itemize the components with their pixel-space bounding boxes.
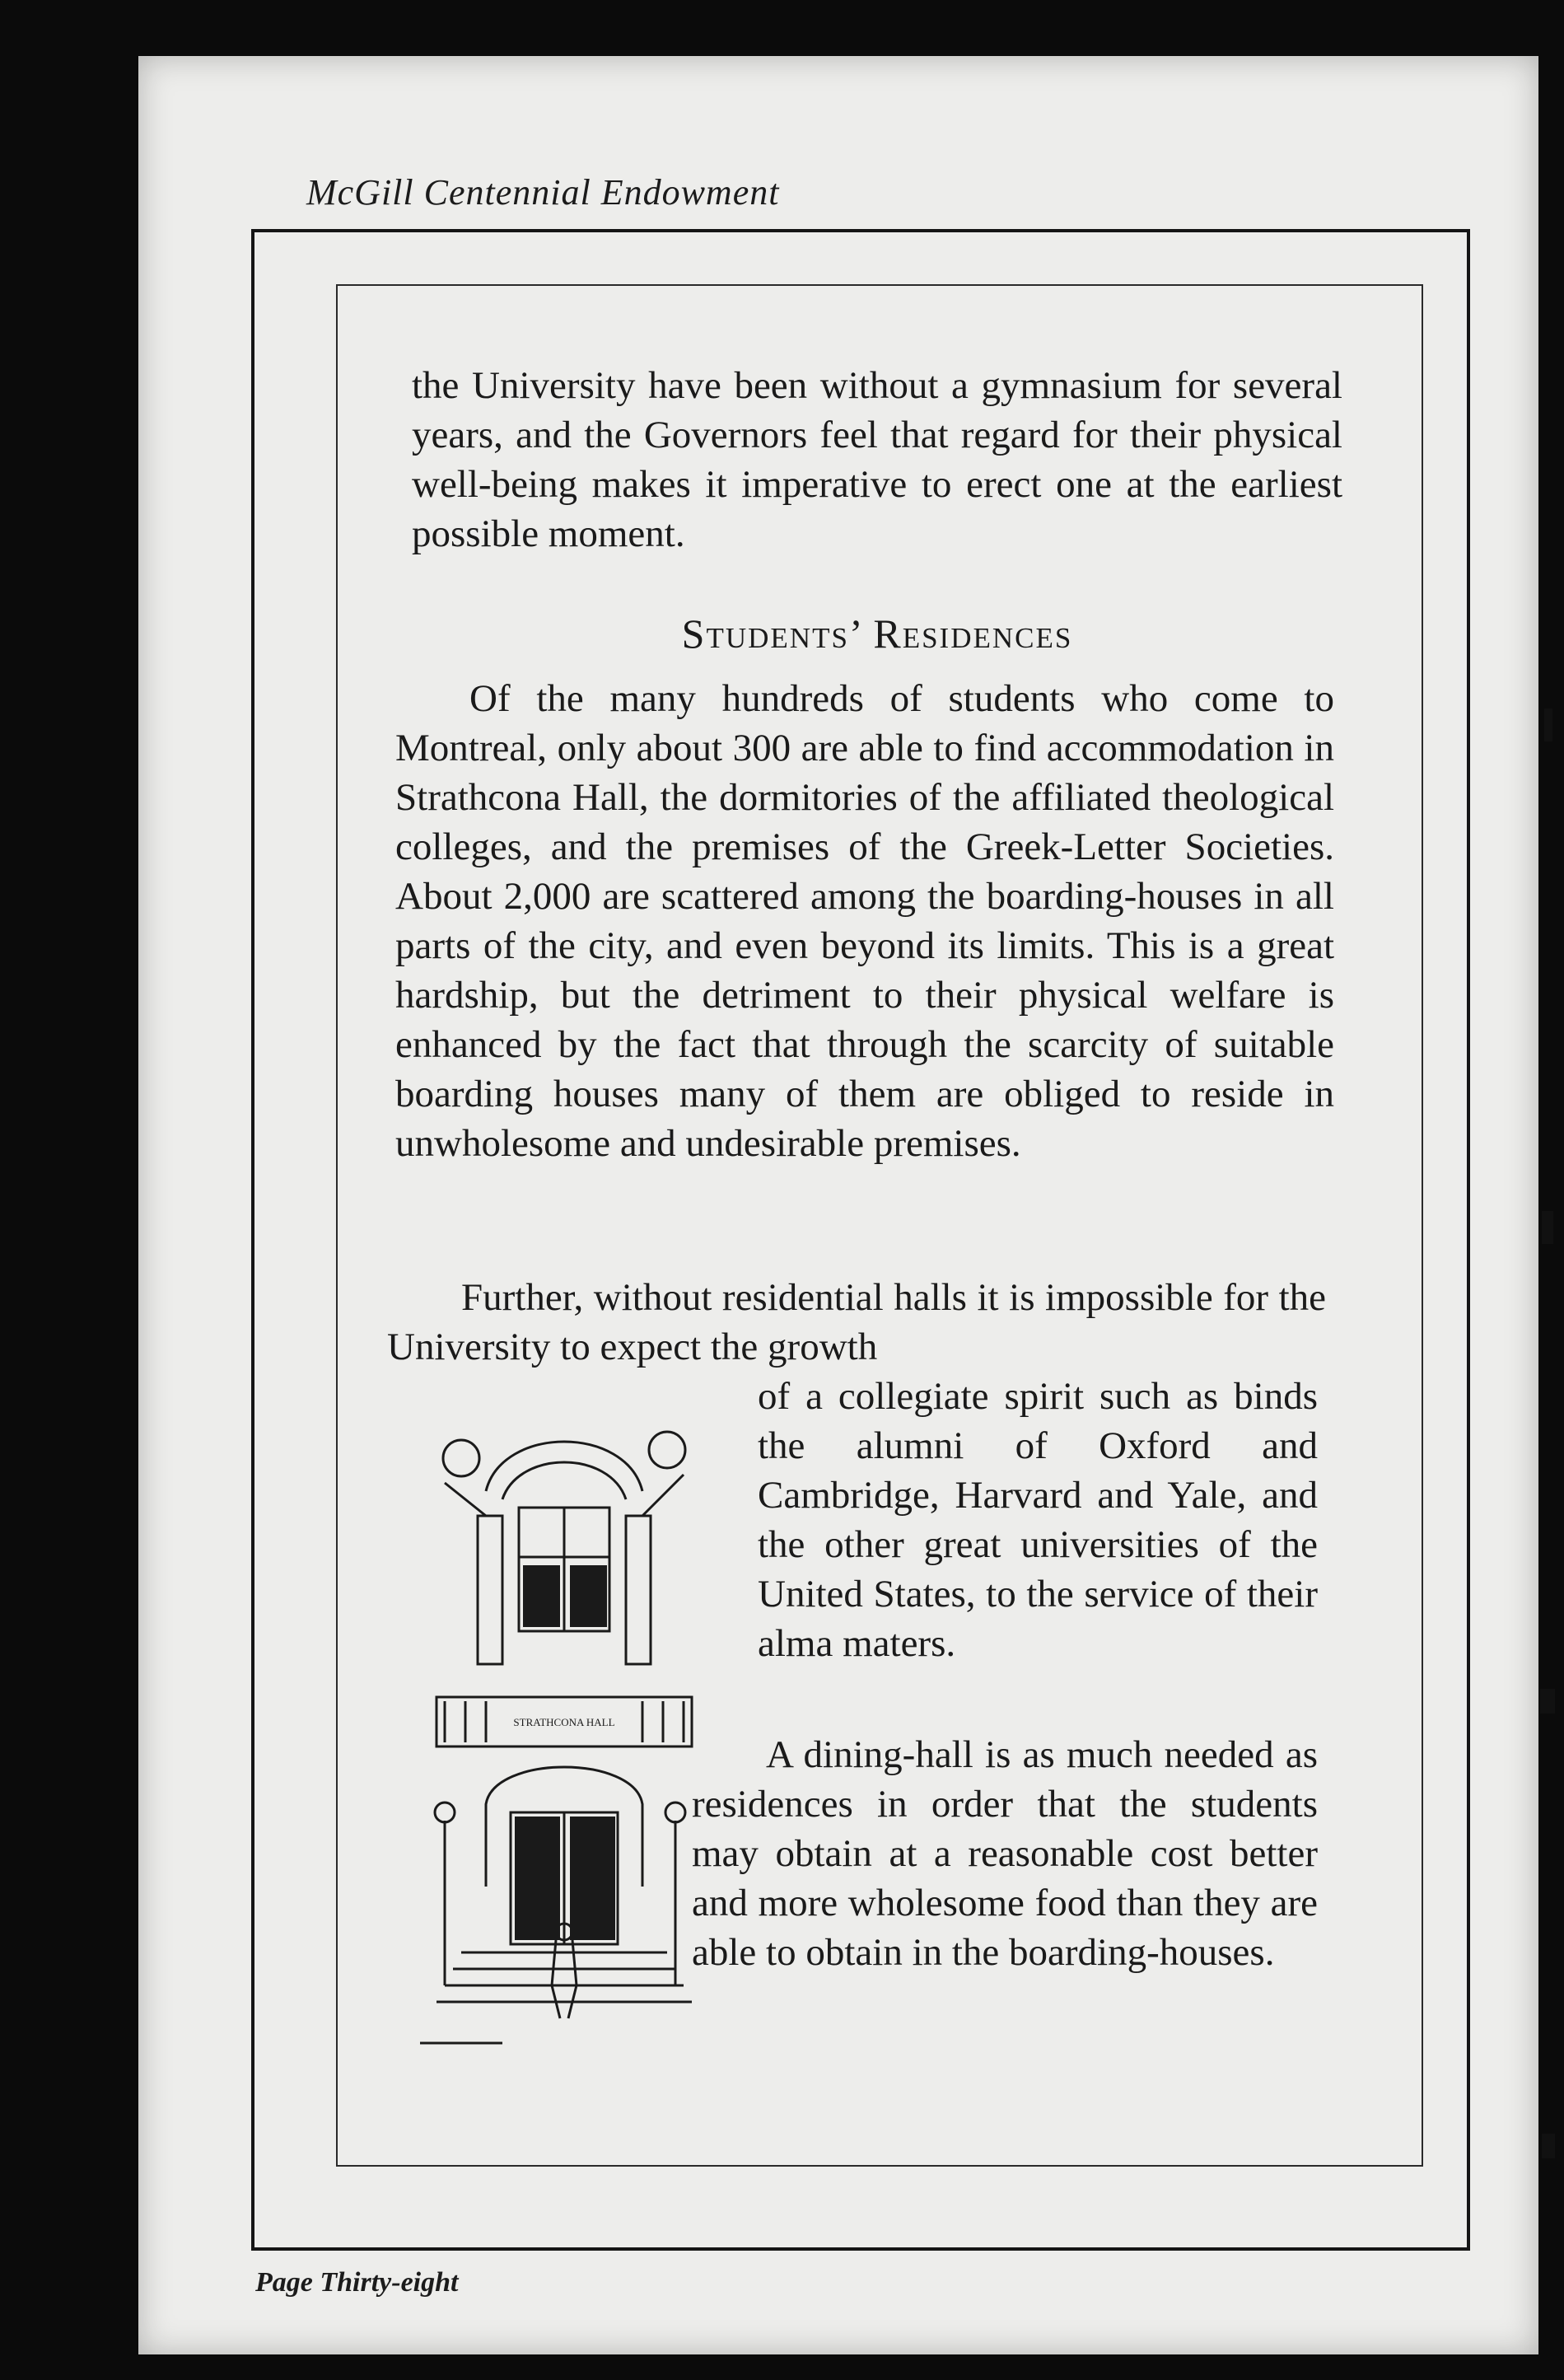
paragraph-dining-hall: A dining-hall is as much needed as residences in order that the students may obtain at a reasonable cost better and more wholesome food than they are able to obtain in the boarding-houses. [692, 1733, 1318, 1974]
binding-mark [1540, 1689, 1555, 1714]
paragraph-collegiate-spirit: of a collegiate spirit such as binds the alumni of Oxford and Cambridge, Harvard and Yale, and the other great universities of the United States, to the service of their alma maters. [758, 1375, 1318, 1665]
hall-sign: STRATHCONA HALL [513, 1716, 615, 1728]
paragraph-residential-halls: Further, without residential halls it is impossible for the University to expect the growth [387, 1276, 1326, 1368]
running-head: McGill Centennial Endowment [306, 172, 780, 213]
paragraph-residences: Of the many hundreds of students who come to Montreal, only about 300 are able to find accommodation in Strathcona Hall, the dormitories of the affiliated theological colleges, and the premises of the Greek-Letter Societies. About 2,000 are scattered among the boarding-houses in all parts of the city, and even beyond its limits. This is a great hardship, but the detriment to their physical welfare is enhanced by the fact that through the scarcity of suitable boarding houses many of them are obliged to reside in unwholesome and undesirable premises. [395, 677, 1334, 1165]
binding-mark [1542, 2134, 1555, 2158]
binding-mark [1542, 1211, 1553, 1244]
paragraph-gymnasium: the University have been without a gymnasium for several years, and the Governors feel that regard for their physical well-being makes it imperative to erect one at the earliest possible moment. [412, 364, 1342, 555]
binding-mark [1544, 708, 1552, 741]
section-heading: Students’ Residences [681, 610, 1073, 657]
page-number: Page Thirty-eight [255, 2267, 459, 2298]
strathcona-hall-entrance-sketch-icon [387, 1392, 741, 2051]
